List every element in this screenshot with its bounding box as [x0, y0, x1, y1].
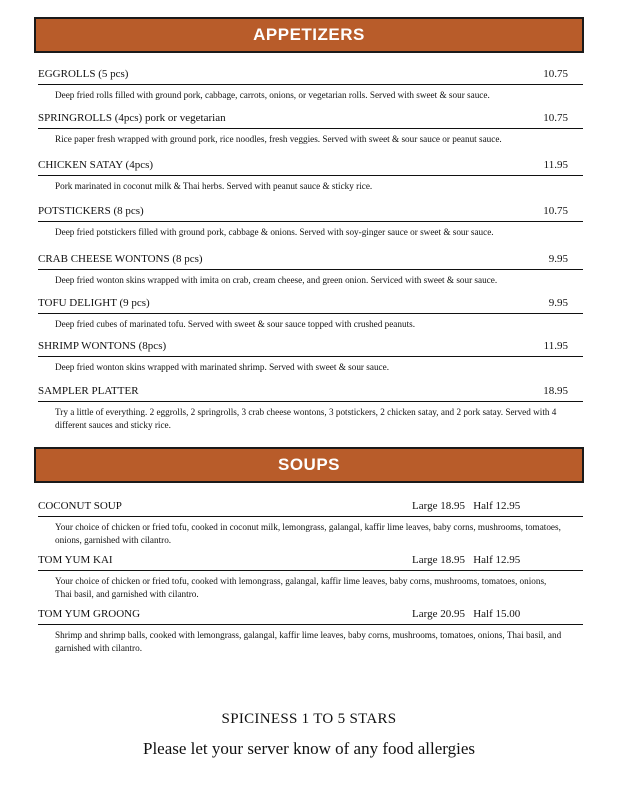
price-large: Large 18.95 [412, 500, 465, 512]
item-price: 9.95 [548, 297, 568, 309]
price-half: Half 12.95 [473, 554, 521, 566]
item-name: SPRINGROLLS (4pcs) pork or vegetarian [38, 112, 226, 124]
price-half: Half 12.95 [473, 500, 521, 512]
appetizers-banner [34, 17, 584, 53]
item-description: Deep fried wonton skins wrapped with imita on crab, cream cheese, and green onion. Serviced with sweet & sour sauce. [55, 275, 498, 285]
spiciness-note: SPICINESS 1 TO 5 STARS [221, 711, 397, 727]
item-name: SAMPLER PLATTER [38, 385, 139, 397]
item-description: Try a little of everything. 2 eggrolls, 2 springrolls, 3 crab cheese wontons, 3 potstickers, 2 chicken satay, and 2 pork satay. Served with 4 different sauces and sticky rice. [55, 407, 557, 430]
item-description: Rice paper fresh wrapped with ground pork, rice noodles, fresh veggies. Served with sweet & sour sauce or peanut sauce. [55, 134, 502, 144]
item-description: Deep fried rolls filled with ground pork, cabbage, carrots, onions, or vegetarian rolls. Served with sweet & sour sauce. [55, 90, 490, 100]
item-price: 18.95 [543, 385, 568, 397]
menu-item-springrolls [38, 110, 583, 146]
price-large: Large 20.95 [412, 608, 465, 620]
item-name: POTSTICKERS (8 pcs) [38, 205, 144, 217]
item-description: Deep fried potstickers filled with ground pork, cabbage & onions. Served with soy-ginger sauce or sweet & sour sauce. [55, 227, 494, 237]
item-description: Pork marinated in coconut milk & Thai herbs. Served with peanut sauce & sticky rice. [55, 181, 373, 191]
item-name: SHRIMP WONTONS (8pcs) [38, 340, 167, 352]
item-price: 10.75 [543, 112, 568, 124]
item-description: Deep fried cubes of marinated tofu. Served with sweet & sour sauce topped with crushed peanuts. [55, 319, 415, 329]
allergy-note: Please let your server know of any food allergies [142, 739, 476, 758]
item-price: 11.95 [543, 159, 568, 171]
item-name: CRAB CHEESE WONTONS (8 pcs) [38, 253, 203, 265]
menu-item-crab-cheese-wontons [38, 251, 583, 287]
item-description: Deep fried wonton skins wrapped with marinated shrimp. Served with sweet & sour sauce. [55, 362, 389, 372]
item-prices [412, 498, 520, 514]
menu-item-tofu-delight [38, 295, 583, 331]
item-name: TOM YUM KAI [38, 554, 113, 566]
menu-item-tom-yum-kai [38, 552, 583, 601]
menu-item-potstickers [38, 203, 583, 239]
item-description: Your choice of chicken or fried tofu, cooked in coconut milk, lemongrass, galangal, kaffir lime leaves, baby corns, mushrooms, tomatoes, onions, garnished with cilantro. [55, 522, 561, 545]
soups-banner [34, 447, 584, 483]
item-prices [412, 552, 520, 568]
item-description: Your choice of chicken or fried tofu, cooked with lemongrass, galangal, kaffir lime leaves, baby corns, mushrooms, tomatoes, onions, Thai basil, and garnished with cilantro. [55, 576, 547, 599]
item-price: 10.75 [543, 205, 568, 217]
menu-item-tom-yum-groong [38, 606, 583, 655]
item-price: 11.95 [543, 340, 568, 352]
item-prices [412, 606, 520, 622]
item-price: 9.95 [548, 253, 568, 265]
menu-item-chicken-satay [38, 157, 583, 193]
item-description: Shrimp and shrimp balls, cooked with lemongrass, galangal, kaffir lime leaves, baby corns, mushrooms, tomatoes, onions, Thai basil, and garnished with cilantro. [55, 630, 562, 653]
soups-title: SOUPS [277, 455, 341, 474]
price-half: Half 15.00 [473, 608, 521, 620]
price-large: Large 18.95 [412, 554, 465, 566]
item-name: CHICKEN SATAY (4pcs) [38, 159, 154, 171]
item-name: TOM YUM GROONG [38, 608, 141, 620]
menu-item-eggrolls [38, 66, 583, 102]
item-name: COCONUT SOUP [38, 500, 122, 512]
appetizers-title: APPETIZERS [253, 25, 365, 44]
item-price: 10.75 [543, 68, 568, 80]
menu-item-sampler-platter [38, 383, 583, 432]
item-name: EGGROLLS (5 pcs) [38, 68, 129, 80]
menu-item-coconut-soup [38, 498, 583, 547]
menu-item-shrimp-wontons [38, 338, 583, 374]
item-name: TOFU DELIGHT (9 pcs) [38, 297, 150, 309]
